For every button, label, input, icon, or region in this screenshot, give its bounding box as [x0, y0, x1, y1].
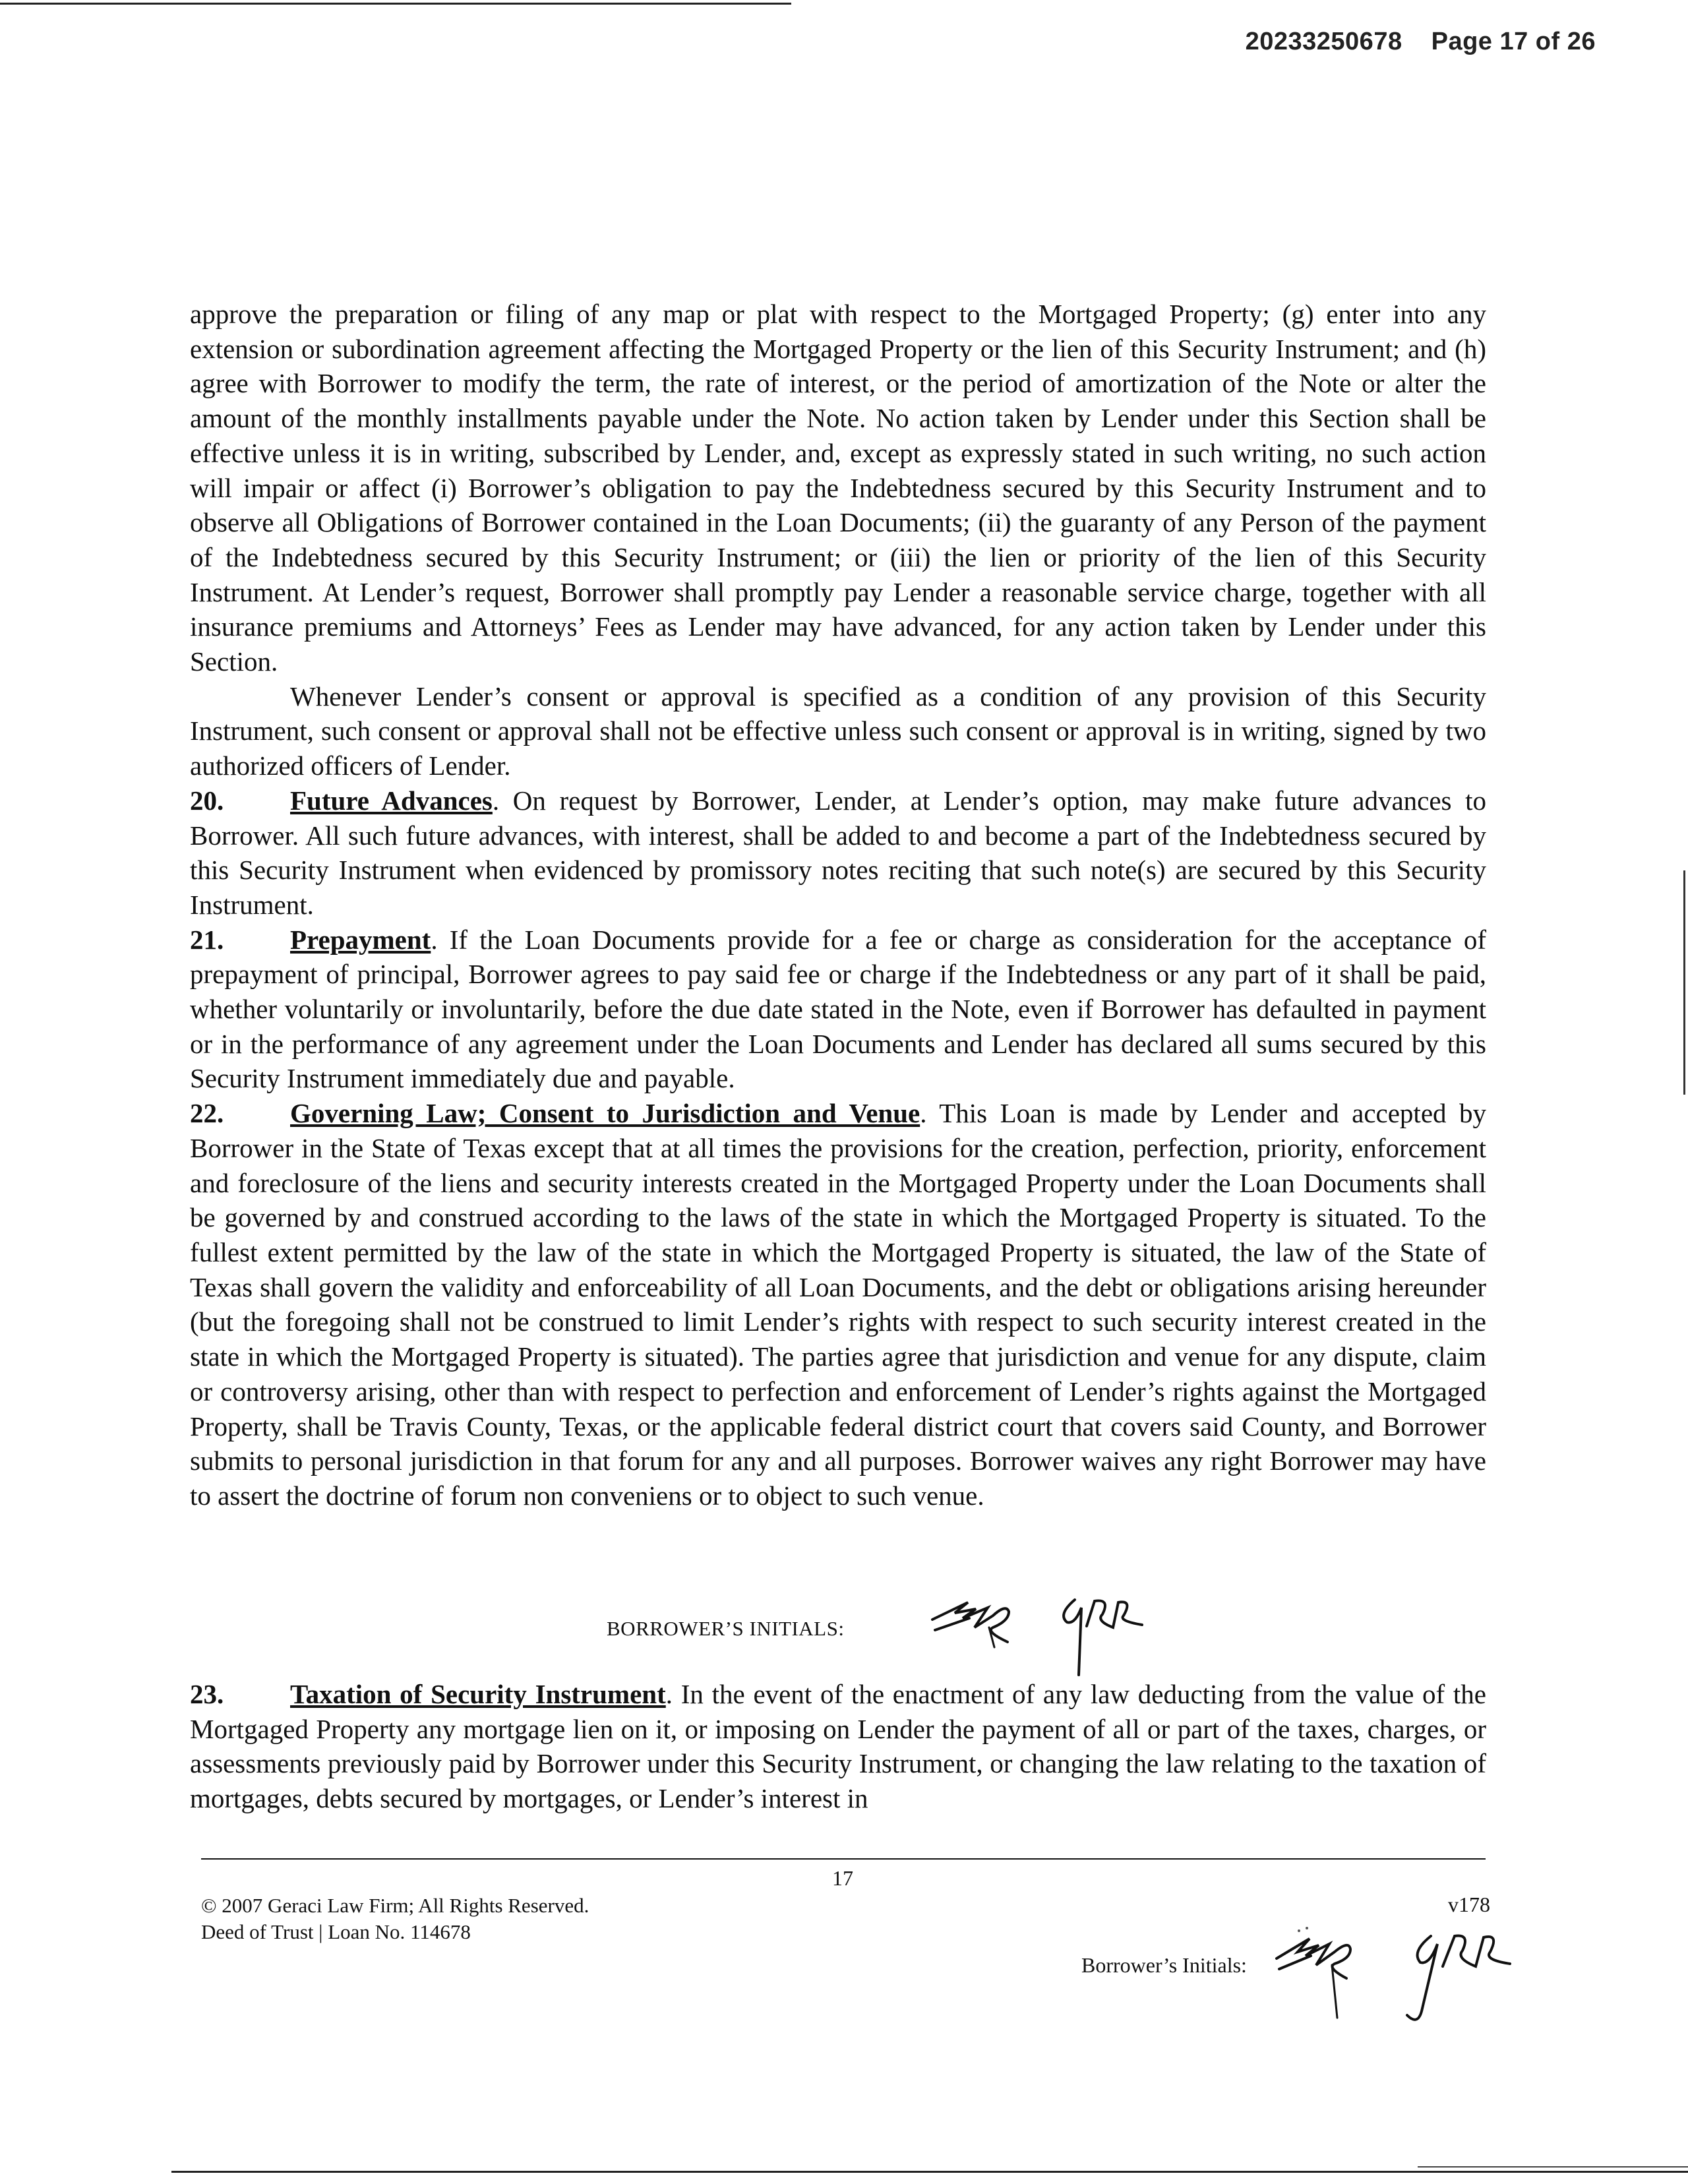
document-number: 20233250678 [1245, 28, 1402, 55]
borrower-initials-footer [1081, 1926, 1543, 2031]
initials-signature-1 [928, 1596, 1034, 1668]
bottom-edge-rule [171, 2171, 1688, 2173]
document-body [190, 297, 1486, 1513]
form-version: v178 [1448, 1893, 1490, 1916]
paragraph-continuation: approve the preparation or filing of any map or plat with respect to the Mortgaged Property; (g) enter into any extension or subordination agreement affecting the Mortgaged Property or the lien of this Security Instrument; and (h) agree with Borrower to modify the term, the rate of interest, or the period of amortization of the Note or alter the amount of the monthly installments payable under the Note. No action taken by Lender under this Section shall be effective unless it is in writing, subscribed by Lender, and, except as expressly stated in such writing, no such action will impair or affect (i) Borrower’s obligation to pay the Indebtedness secured by this Security Instrument and to observe all Obligations of Borrower contained in the Loan Documents; (ii) the guaranty of any Person of the payment of the Indebtedness secured by this Security Instrument; or (iii) the lien or priority of the lien of this Security Instrument. At Lender’s request, Borrower shall promptly pay Lender a reasonable service charge, together with all insurance premiums and Attorneys’ Fees as Lender may have advanced, for any action taken by Lender under this Section. [190, 299, 1486, 677]
footer-copyright [201, 1893, 589, 1945]
section-22: 22. Governing Law; Consent to Jurisdiction and Venue. This Loan is made by Lender and accepted by Borrower in the State of Texas except that at all times the provisions for the creation, perfection, priority, enforcement and foreclosure of the liens and security interests created in the Mortgaged Property under the Loan Documents shall be governed by and construed according to the laws of the state in which the Mortgaged Property is situated. To the fullest extent permitted by the law of the state in which the Mortgaged Property is situated, the law of the State of Texas shall govern the validity and enforceability of all Loan Documents, and the debt or obligations arising hereunder (but the foregoing shall not be construed to limit Lender’s rights with respect to such security interest created in the state in which the Mortgaged Property is situated). The parties agree that jurisdiction and venue for any dispute, claim or controversy arising, other than with respect to perfection and enforcement of Lender’s rights against the Mortgaged Property, shall be Travis County, Texas, or the applicable federal district court that covers said County, and Borrower submits to personal jurisdiction in that forum for any and all purposes. Borrower waives any right Borrower may have to assert the doctrine of forum non conveniens or to object to such venue. [190, 1096, 1486, 1513]
section-title: Prepayment [290, 924, 431, 955]
loan-reference: Deed of Trust | Loan No. 114678 [201, 1920, 471, 1943]
section-number: 20. [190, 785, 224, 816]
section-number: 23. [190, 1679, 224, 1709]
section-title: Future Advances [290, 785, 493, 816]
initials-signature-2 [1050, 1596, 1155, 1682]
initials-signature-1 [1273, 1926, 1372, 2024]
page-number: 17 [832, 1866, 853, 1890]
section-23: 23. Taxation of Security Instrument. In the event of the enactment of any law deducting from the value of the Mortgaged Property any mortgage lien on it, or imposing on Lender the payment of all or part of the taxes, charges, or assessments previously paid by Borrower under this Security Instrument, or changing the law relating to the taxation of mortgages, debts secured by mortgages, or Lender’s interest in [190, 1677, 1486, 1816]
section-text: If the Loan Documents provide for a fee or charge as consideration for the acceptance of prepayment of principal, Borrower agrees to pay said fee or charge if the Indebtedness or any part of it shall be paid, whether voluntarily or involuntarily, before the due date stated in the Note, even if Borrower has defaulted in payment or in the performance of any agreement under the Loan Documents and Lender has declared all sums secured by this Security Instrument immediately due and payable. [190, 924, 1486, 1094]
section-text: This Loan is made by Lender and accepted by Borrower in the State of Texas except that at all times the provisions for the creation, perfection, priority, enforcement and foreclosure of the liens and security interests created in the Mortgaged Property under the Loan Documents shall be governed by and construed according to the laws of the state in which the Mortgaged Property is situated. To the fullest extent permitted by the law of the state in which the Mortgaged Property is situated, the law of the State of Texas shall govern the validity and enforceability of all Loan Documents, and the debt or obligations arising hereunder (but the foregoing shall not be construed to limit Lender’s rights with respect to such security interest created in the state in which the Mortgaged Property is situated). The parties agree that jurisdiction and venue for any dispute, claim or controversy arising, other than with respect to perfection and enforcement of Lender’s rights against the Mortgaged Property, shall be Travis County, Texas, or the applicable federal district court that covers said County, and Borrower submits to personal jurisdiction in that forum for any and all purposes. Borrower waives any right Borrower may have to assert the doctrine of forum non conveniens or to object to such venue. [190, 1098, 1487, 1511]
copyright-line: © 2007 Geraci Law Firm; All Rights Reserved. [201, 1894, 589, 1917]
section-title: Taxation of Security Instrument [290, 1679, 666, 1709]
borrower-initials-mid [607, 1596, 1200, 1675]
top-edge-rule [0, 3, 791, 5]
section-20: 20. Future Advances. On request by Borrower, Lender, at Lender’s option, may make future advances to Borrower. All such future advances, with interest, shall be added to and become a part of the Indebtedness secured by this Security Instrument when evidenced by promissory notes reciting that such note(s) are secured by this Security Instrument. [190, 783, 1486, 923]
section-number: 21. [190, 924, 224, 955]
section-title: Governing Law; Consent to Jurisdiction and Venue [290, 1098, 920, 1129]
paragraph-whenever: Whenever Lender’s consent or approval is specified as a condition of any provision of this Security Instrument, such consent or approval shall not be effective unless such consent or approval is in writing, signed by two authorized officers of Lender. [190, 681, 1486, 781]
page-label: Page 17 of 26 [1431, 28, 1596, 55]
initials-label: BORROWER’S INITIALS: [607, 1617, 845, 1640]
initials-signature-2 [1391, 1932, 1517, 2031]
footer-divider [201, 1858, 1486, 1860]
scan-edge-mark [1683, 870, 1685, 1095]
document-body-continued [190, 1677, 1486, 1816]
section-text: On request by Borrower, Lender, at Lender’s option, may make future advances to Borrower. All such future advances, with interest, shall be added to and become a part of the Indebtedness secured by this Security Instrument when evidenced by promissory notes reciting that such note(s) are secured by this Security Instrument. [190, 785, 1487, 920]
section-21: 21. Prepayment. If the Loan Documents provide for a fee or charge as consideration for the acceptance of prepayment of principal, Borrower agrees to pay said fee or charge if the Indebtedness or any part of it shall be paid, whether voluntarily or involuntarily, before the due date stated in the Note, even if Borrower has defaulted in payment or in the performance of any agreement under the Loan Documents and Lender has declared all sums secured by this Security Instrument immediately due and payable. [190, 923, 1486, 1097]
section-number: 22. [190, 1098, 224, 1129]
section-text: In the event of the enactment of any law deducting from the value of the Mortgaged Property any mortgage lien on it, or imposing on Lender the payment of all or part of the taxes, charges, or assessments previously paid by Borrower under this Security Instrument, or changing the law relating to the taxation of mortgages, debts secured by mortgages, or Lender’s interest in [190, 1679, 1487, 1814]
bottom-edge-rule-short [1418, 2166, 1688, 2168]
initials-label: Borrower’s Initials: [1081, 1953, 1247, 1977]
recording-header [1246, 28, 1596, 56]
